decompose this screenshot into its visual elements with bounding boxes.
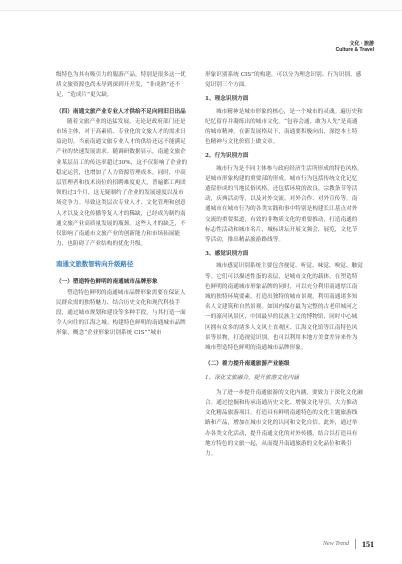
header-bar (0, 0, 402, 11)
right-subheading-1: 1、深化文旅融合，提升旅游文化内涵 (205, 375, 299, 382)
right-heading-2: 2、行为识别方面 (205, 153, 249, 160)
section-heading: 南通文旅数智转向升级路径 (56, 261, 134, 269)
page-number: 151 (362, 539, 374, 549)
left-column (56, 70, 188, 339)
right-column (205, 70, 363, 459)
left-heading-1: （一）塑造特色鲜明的南通城市品牌形象 (56, 279, 158, 286)
right-paragraph-1: 形象识别系统 CIS”的构建，可以分为理念识别、行为识别、感觉识别三个方面。 (205, 72, 362, 89)
right-paragraph-2: 城市精神是城市形象的核心，是一个城市的灵魂。遍历史和纪忆留存并凝练出的城市文化。“包容会通，敢为人先”是南通的城市精神。在新发展格局下，南通要积极向出，深挖本土特色精神与文化价值上做文章。 (205, 108, 363, 146)
right-heading-1: 1、理念识别方面 (205, 96, 249, 103)
footer-separator (355, 539, 356, 549)
left-paragraph-2: 随着文旅产业的迅猛发展，无论是政府部门还是市场主体，对于高素质、专业化的文旅人才的需求日益迫切。当前南通文旅专业人才的供给还远不能满足产业的快速发展需求。随调研数据显示，南通文旅企业某层员工的传达率超过30%，这不仅影响了企业的稳定运营，也增加了人力资源管理成本。同时，中高层管理者和技术岗位的招聘难度更大，普遍都工两团领的过3个月，这无疑制约了企业的发展速度以及市场竞争力。导致这类层次专业人才、文化管理和创意人才以及文化传播等复人才的稀缺，已经成为制约南通文旅产业高质量发展的瓶颈。这些人才的缺乏，不仅影响了南通市文旅产业的创新能力和市场拓展能力，也阻碍了产业结构的优化升级。 (56, 118, 188, 248)
left-heading-4: （四）南通文旅产业专业人才供给不足向同旧日出品 (56, 108, 186, 115)
left-paragraph-3: 塑造特色鲜明的南通城市品牌形象需要在保证人民群众需的独特魅力、结合历史文化和现代科技手段，通过城市规划和建设等多种手段，与其打造一面令人向往的江海之城。构建特色鲜明的南通城市品牌形象，概念“企业形象识别系统 CIS”“城市 (56, 289, 186, 337)
right-paragraph-5: 为了进一步提升南通旅游的文化内涵，要致力于深化文化融合。通过挖掘和传承南通历史文化、增强文化导引，大力推动文化精品旅游项目。打造具有鲜明南通特色的文化主题旅游线路和产品，增加在城市文化的认同和文化自信。此外，通过举办各类文化活动，提升南通文化的对外传播，结合以打造具有地方特色的文旅一起，从而提升南通旅游的文化品位和吸引力。 (205, 389, 363, 457)
footer-brand: New Trend (323, 541, 349, 547)
right-heading-4: （二）着力提升南通旅游产业能级 (205, 361, 290, 368)
right-paragraph-3: 城市行为是不同主体参与政府经济生活所形成的特色风格。是城市形象构建的重要部的形成。城市行为包括传统文化记忆遗留形成的当地民俗风格，还包括环境的改良、宗教条节等活动，庆典活动等，以及对外交流、对外合作、对外宣传等。南通城市在城市行为的各类实践和事中特别是构建长江基点对外交流的重要渠道，有效的非物质文化的重要推动，打造南通的标志性活动和城市名片，城标讲坛开展文频会，展览，文化节等活动，推出精品旅游路线等。 (205, 165, 363, 244)
section-title (336, 41, 374, 53)
right-paragraph-4: 城市感觉识别系统主要包含视觉、听觉、味觉、嗅觉、触觉等。它们可以描述性蛋的表层，是城市文化的载体。在塑造特色鲜明的南通城市形象品牌的同时，可以充分利用南通厚江南城的独特环境要素，打造出独特的城市景观，利用南通诸多知名人文建筑和自然景观。如国内保存最为完整的古老印城河之一的濠河风景区，中国最早的民族主义的博物馆，同时中心城区拥有众多的诸多人文风土直观区、江海文化馆等江南特色风景等景物，打造视觉识别，也可以利用本地方美食差异来作为城市塑造特色鲜明的南通城市品牌形象。 (205, 263, 363, 352)
footer (323, 539, 374, 549)
section-title-zh: 文化 · 旅游 (349, 41, 374, 47)
section-title-en: Culture & Travel (335, 47, 374, 53)
right-heading-3: 3、感觉识别方面 (205, 251, 249, 258)
left-paragraph-1: 级特色为其有吸引力的服游产品。特别是很多这一优质文旅资源也尚未导到深到开开发，“非成熟”还不足，“造成片”更欠缺。 (56, 72, 186, 99)
